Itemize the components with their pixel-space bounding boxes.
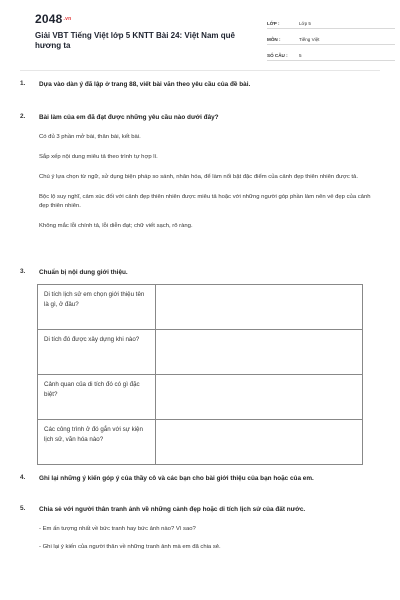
question-text: Chuẩn bị nội dung giới thiệu. [39,269,128,276]
table-row [38,420,363,465]
table-answer-cell[interactable] [155,420,362,465]
table-answer-cell[interactable] [155,285,362,330]
answer-item: Chú ý lựa chọn từ ngữ, sử dụng biện pháp so sánh, nhân hóa, để làm nổi bật đặc điểm của cảnh đẹp thiên nhiên được tả. [39,174,358,180]
meta-row-subject [267,30,395,45]
meta-row-grade [267,14,395,29]
meta-value: Lớp 5 [299,21,311,26]
table-prompt-cell: Các công trình ở đó gắn với sự kiện lịch sử, văn hóa nào? [38,420,156,465]
answer-item: - Ghi lại ý kiến của người thân về những tranh ảnh mà em đã chia sẻ. [39,544,221,550]
prep-table [37,284,363,465]
meta-row-count [267,46,395,61]
meta-panel [267,14,395,62]
header-divider [20,70,380,71]
table-prompt-cell: Di tích lịch sử em chọn giới thiệu tên là gì, ở đâu? [38,285,156,330]
meta-value: Tiếng Việt [299,37,320,42]
question-text: Dựa vào dàn ý đã lập ở trang 88, viết bài văn theo yêu cầu của đề bài. [39,81,251,88]
question-text: Bài làm của em đã đạt được những yêu cầu nào dưới đây? [39,114,219,121]
logo-tld: .vn [63,16,72,22]
question-number: 1. [20,80,26,87]
meta-value: 5 [299,53,302,58]
question-number: 2. [20,113,26,120]
question-3 [20,268,380,277]
meta-label: MÔN : [267,37,281,42]
answer-item: Có đủ 3 phần mở bài, thân bài, kết bài. [39,134,141,140]
question-1 [20,80,380,89]
document-header [15,0,385,64]
question-text: Chia sẻ với người thân tranh ảnh về những cảnh đẹp hoặc di tích lịch sử của đất nước. [39,506,306,513]
table-prompt-cell: Cảnh quan của di tích đó có gì đặc biệt? [38,375,156,420]
question-number: 3. [20,268,26,275]
answer-list [39,133,380,231]
answer-item: Không mắc lỗi chính tả, lỗi diễn đạt; chữ viết sạch, rõ ràng. [39,223,193,229]
question-text: Ghi lại những ý kiến góp ý của thầy cô và các bạn cho bài giới thiệu của bạn hoặc của em. [39,475,314,482]
meta-label: LỚP : [267,21,280,26]
document-title: Giải VBT Tiếng Việt lớp 5 KNTT Bài 24: Việt Nam quê hương ta [35,31,235,50]
site-logo[interactable] [35,12,71,26]
question-number: 4. [20,474,26,481]
table-row [38,375,363,420]
answer-item: Sắp xếp nội dung miêu tả theo trình tự hợp lí. [39,154,158,160]
answer-item: - Em ấn tượng nhất về bức tranh hay bức ảnh nào? Vì sao? [39,526,196,532]
table-answer-cell[interactable] [155,330,362,375]
answer-item: Bộc lộ suy nghĩ, cảm xúc đối với cảnh đẹp thiên nhiên được miêu tả hoặc với những người góp phần làm nên vẻ đẹp của cảnh đẹp thiên nhiên. [39,194,371,209]
question-2 [20,113,380,242]
table-prompt-cell: Di tích đó được xây dựng khi nào? [38,330,156,375]
table-answer-cell[interactable] [155,375,362,420]
logo-text: 2048 [35,12,63,26]
meta-label: SỐ CÂU : [267,53,288,58]
table-row [38,330,363,375]
question-number: 5. [20,505,26,512]
table-row [38,285,363,330]
